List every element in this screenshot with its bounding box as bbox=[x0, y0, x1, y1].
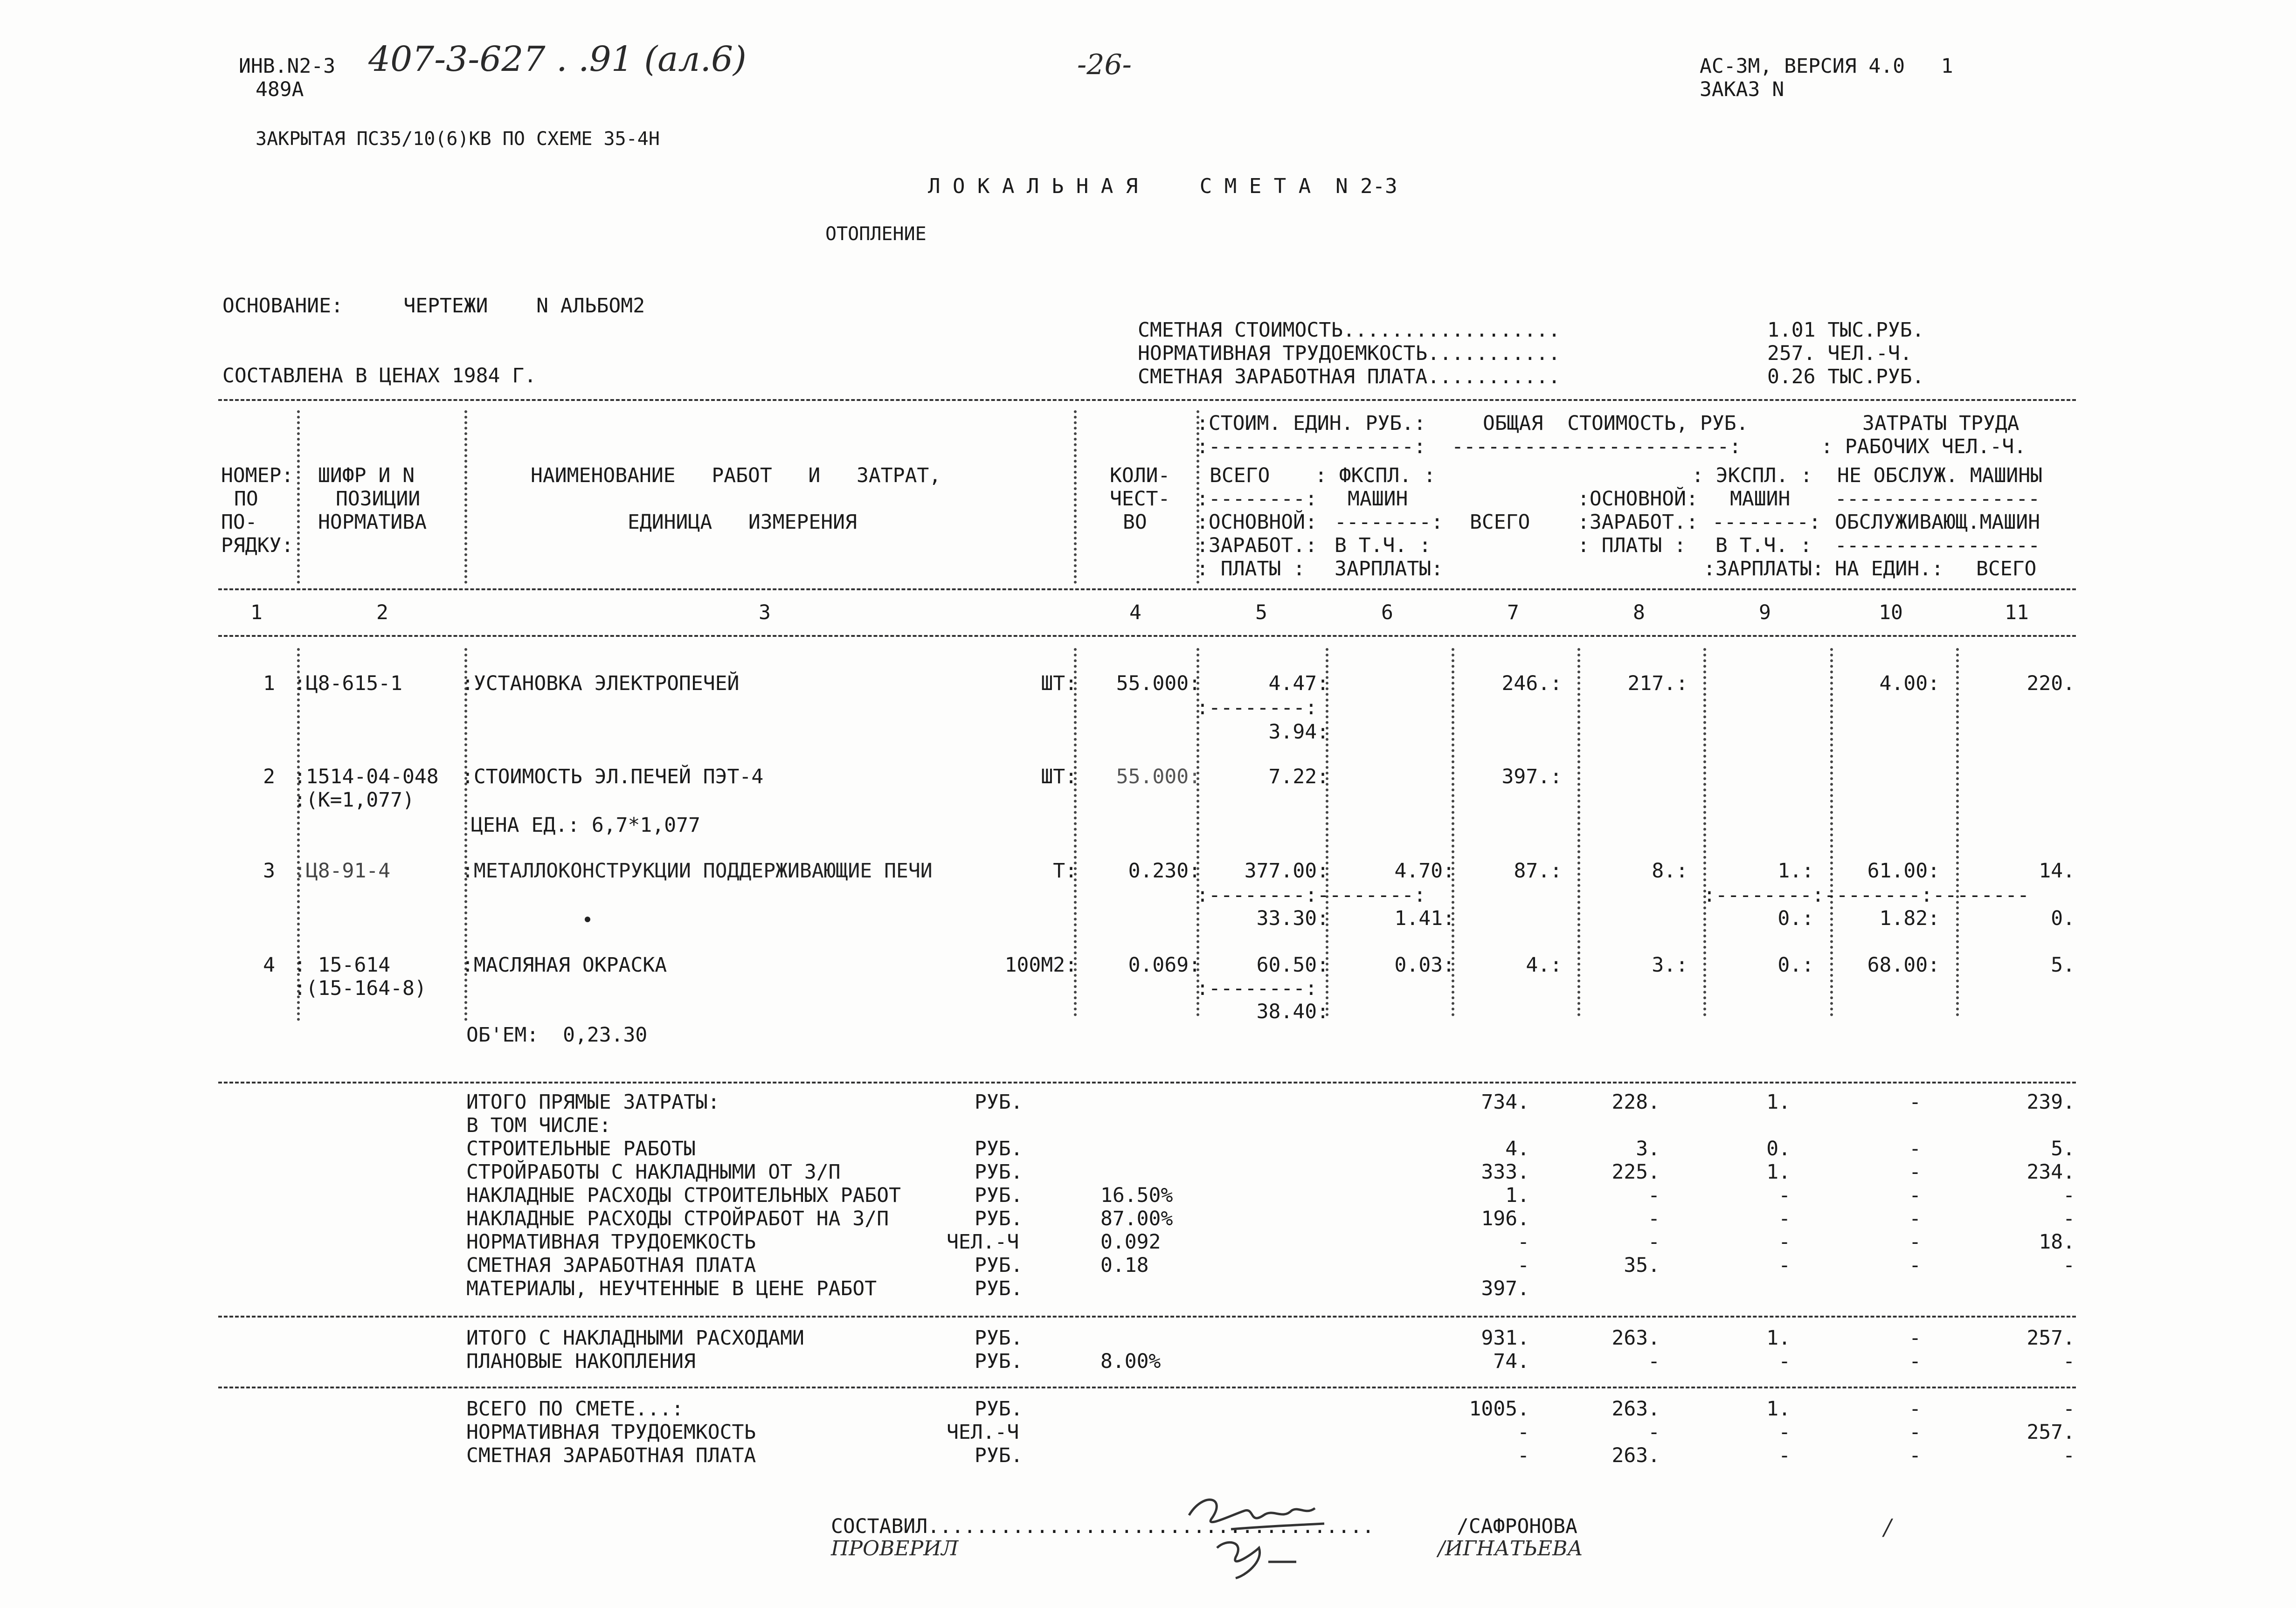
inventory-sub: 489A bbox=[256, 78, 304, 101]
total-unit: ЧЕЛ.-Ч bbox=[947, 1230, 1019, 1254]
header-cell: ВСЕГО bbox=[1470, 511, 1530, 534]
total-sum: 333. bbox=[1481, 1160, 1529, 1184]
row-unit-wage: 3.94: bbox=[1268, 720, 1329, 744]
row-mach-cost: 4.70: bbox=[1394, 859, 1455, 883]
summary-value: 0.26 ТЫС.РУБ. bbox=[1767, 365, 1924, 388]
total-labor-unit: - bbox=[1909, 1137, 1921, 1160]
row-unit-cost: 377.00: bbox=[1244, 859, 1329, 883]
table-rule-totals1 bbox=[218, 1082, 2076, 1084]
header-cell: НОРМАТИВА bbox=[318, 511, 427, 534]
total-unit: РУБ. bbox=[975, 1397, 1023, 1421]
header-cell: НОМЕР: bbox=[221, 464, 294, 487]
row-mach-cost: 0.03: bbox=[1394, 953, 1455, 977]
header-cell: НА ЕДИН.: bbox=[1835, 557, 1943, 580]
header-cell: НАИМЕНОВАНИЕ РАБОТ И ЗАТРАТ, bbox=[531, 464, 941, 487]
table-rule-totals2 bbox=[218, 1316, 2076, 1318]
total-labor-unit: - bbox=[1909, 1326, 1921, 1350]
total-wage: 263. bbox=[1611, 1397, 1660, 1421]
row-labor-unit2: 1.82: bbox=[1879, 907, 1940, 930]
total-wage: 263. bbox=[1611, 1444, 1660, 1467]
total-wage: - bbox=[1648, 1184, 1660, 1207]
total-unit: РУБ. bbox=[975, 1137, 1023, 1160]
col-sep bbox=[464, 410, 467, 584]
col-number: 7 bbox=[1507, 601, 1519, 624]
total-wage: 3. bbox=[1636, 1137, 1660, 1160]
total-label: СМЕТНАЯ ЗАРАБОТНАЯ ПЛАТА bbox=[466, 1444, 756, 1467]
row-number: 1 bbox=[263, 672, 275, 695]
row-dash: :--------:--------: bbox=[1196, 883, 1426, 907]
row-dash: :--------: bbox=[1196, 696, 1317, 719]
row-labor-total: 220. bbox=[2026, 672, 2075, 695]
header-cell: :ЗАРПЛАТЫ: bbox=[1703, 557, 1824, 580]
row-mach-wage2: 0.: bbox=[1777, 907, 1814, 930]
table-rule-totals3 bbox=[218, 1387, 2076, 1388]
header-cell: --------: bbox=[1335, 511, 1443, 534]
header-cell: ЧЕСТ- bbox=[1110, 487, 1170, 511]
header-cell: : РАБОЧИХ ЧЕЛ.-Ч. bbox=[1821, 435, 2026, 458]
summary-label: СМЕТНАЯ ЗАРАБОТНАЯ ПЛАТА........... bbox=[1138, 365, 1561, 388]
total-unit: РУБ. bbox=[975, 1184, 1023, 1207]
total-label: ВСЕГО ПО СМЕТЕ...: bbox=[466, 1397, 684, 1421]
compiled-by-label: СОСТАВИЛ..................................... bbox=[831, 1515, 1374, 1538]
total-label: НАКЛАДНЫЕ РАСХОДЫ СТРОЙРАБОТ НА З/П bbox=[466, 1207, 889, 1230]
total-mach: - bbox=[1778, 1230, 1791, 1254]
row-name: :УСТАНОВКА ЭЛЕКТРОПЕЧЕЙ bbox=[462, 672, 740, 695]
total-wage: 35. bbox=[1624, 1254, 1660, 1277]
total-label: НОРМАТИВНАЯ ТРУДОЕМКОСТЬ bbox=[466, 1421, 756, 1444]
header-cell: :ЗАРАБОТ.: bbox=[1196, 534, 1317, 557]
total-labor-unit: - bbox=[1909, 1207, 1921, 1230]
col-sep bbox=[1577, 648, 1580, 1016]
total-percent: 8.00% bbox=[1100, 1350, 1161, 1373]
total-sum: 734. bbox=[1481, 1090, 1529, 1114]
total-label: ИТОГО ПРЯМЫЕ ЗАТРАТЫ: bbox=[466, 1090, 720, 1114]
row-code-coef: :(К=1,077) bbox=[294, 788, 415, 812]
col-sep bbox=[1956, 648, 1959, 1016]
col-sep bbox=[1074, 410, 1077, 584]
row-labor-unit: 61.00: bbox=[1867, 859, 1940, 883]
header-cell: :-----------------: bbox=[1196, 435, 1426, 458]
total-percent: 87.00% bbox=[1100, 1207, 1173, 1230]
header-cell: ПО- bbox=[221, 511, 257, 534]
total-label: МАТЕРИАЛЫ, НЕУЧТЕННЫЕ В ЦЕНЕ РАБОТ bbox=[466, 1277, 877, 1300]
total-sum: 4. bbox=[1505, 1137, 1529, 1160]
total-mach: 1. bbox=[1766, 1160, 1791, 1184]
total-sum: - bbox=[1517, 1254, 1529, 1277]
header-cell: :--------: bbox=[1196, 487, 1317, 511]
total-label: ИТОГО С НАКЛАДНЫМИ РАСХОДАМИ bbox=[466, 1326, 804, 1350]
header-cell: ЕДИНИЦА ИЗМЕРЕНИЯ bbox=[628, 511, 857, 534]
object-name: ЗАКРЫТАЯ ПС35/10(6)КВ ПО СХЕМЕ 35-4Н bbox=[256, 128, 660, 150]
total-wage: - bbox=[1648, 1421, 1660, 1444]
row-mach-wage: 1.41: bbox=[1394, 907, 1455, 930]
row-unit-cost: 7.22: bbox=[1268, 765, 1329, 788]
header-cell: : ПЛАТЫ : bbox=[1577, 534, 1686, 557]
row-number: 2 bbox=[263, 765, 275, 788]
row-qty: 55.000: bbox=[1116, 672, 1201, 695]
total-mach: 1. bbox=[1766, 1090, 1791, 1114]
row-unit-cost: 4.47: bbox=[1268, 672, 1329, 695]
row-total: 246.: bbox=[1501, 672, 1562, 695]
total-labor-unit: - bbox=[1909, 1350, 1921, 1373]
table-rule-colnums bbox=[218, 635, 2076, 637]
row-dash: :--------: bbox=[1196, 977, 1317, 1000]
total-percent: 0.092 bbox=[1100, 1230, 1161, 1254]
total-labor-total: 257. bbox=[2026, 1421, 2075, 1444]
header-cell: -----------------------: bbox=[1452, 435, 1742, 458]
total-wage: - bbox=[1648, 1350, 1660, 1373]
document-subtitle: ОТОПЛЕНИЕ bbox=[825, 223, 927, 245]
header-cell: :ЗАРАБОТ.: bbox=[1577, 511, 1698, 534]
total-sum: 397. bbox=[1481, 1277, 1529, 1300]
total-wage: 263. bbox=[1611, 1326, 1660, 1350]
row-labor-unit: 68.00: bbox=[1867, 953, 1940, 977]
total-mach: - bbox=[1778, 1350, 1791, 1373]
total-wage: - bbox=[1648, 1207, 1660, 1230]
compiled-by-name: /САФРОНОВА bbox=[1457, 1515, 1577, 1538]
total-labor-total: 18. bbox=[2039, 1230, 2075, 1254]
header-cell: ПОЗИЦИИ bbox=[336, 487, 421, 511]
total-label: НАКЛАДНЫЕ РАСХОДЫ СТРОИТЕЛЬНЫХ РАБОТ bbox=[466, 1184, 901, 1207]
total-wage: 225. bbox=[1611, 1160, 1660, 1184]
header-cell: ВСЕГО bbox=[1976, 557, 2037, 580]
header-cell: ВСЕГО bbox=[1210, 464, 1270, 487]
row-code: :Ц8-615-1 bbox=[294, 672, 402, 695]
total-labor-total: - bbox=[2063, 1444, 2075, 1467]
header-cell: РЯДКУ: bbox=[221, 534, 294, 557]
header-cell: МАШИН bbox=[1348, 487, 1408, 511]
total-unit: РУБ. bbox=[975, 1090, 1023, 1114]
header-cell: В Т.Ч. : bbox=[1703, 534, 1812, 557]
row-unit-wage: 38.40: bbox=[1256, 1000, 1329, 1023]
header-cell: НЕ ОБСЛУЖ. МАШИНЫ bbox=[1837, 464, 2043, 487]
col-number: 3 bbox=[759, 601, 771, 624]
total-labor-total: - bbox=[2063, 1350, 2075, 1373]
header-cell: МАШИН bbox=[1730, 487, 1791, 511]
row-unit-wage: 33.30: bbox=[1256, 907, 1329, 930]
header-cell: ЗАРПЛАТЫ: bbox=[1335, 557, 1443, 580]
program-version: АС-ЗМ, ВЕРСИЯ 4.0 1 bbox=[1700, 55, 1953, 78]
total-labor-unit: - bbox=[1909, 1230, 1921, 1254]
row-labor-total: 5. bbox=[2051, 953, 2075, 977]
total-labor-unit: - bbox=[1909, 1090, 1921, 1114]
total-label: В ТОМ ЧИСЛЕ: bbox=[466, 1114, 611, 1137]
header-cell: ШИФР И N bbox=[318, 464, 415, 487]
total-labor-total: 5. bbox=[2051, 1137, 2075, 1160]
row-mach: 1.: bbox=[1777, 859, 1814, 883]
total-labor-total: 234. bbox=[2026, 1160, 2075, 1184]
total-sum: - bbox=[1517, 1421, 1529, 1444]
row-name: :МЕТАЛЛОКОНСТРУКЦИИ ПОДДЕРЖИВАЮЩИЕ ПЕЧИ bbox=[462, 859, 933, 883]
header-cell: ОБСЛУЖИВАЮЩ.МАШИН bbox=[1835, 511, 2040, 534]
total-labor-total: 257. bbox=[2026, 1326, 2075, 1350]
row-unit: ШТ: bbox=[1041, 672, 1077, 695]
total-sum: 1005. bbox=[1469, 1397, 1529, 1421]
row-qty: 55.000: bbox=[1116, 765, 1201, 788]
total-mach: - bbox=[1778, 1444, 1791, 1467]
row-qty: 0.230: bbox=[1128, 859, 1201, 883]
row-name: :МАСЛЯНАЯ ОКРАСКА bbox=[462, 953, 667, 977]
header-cell: ПО bbox=[234, 487, 258, 511]
row-number: 4 bbox=[263, 953, 275, 977]
row-labor-total2: 0. bbox=[2051, 907, 2075, 930]
header-cell: ОБЩАЯ СТОИМОСТЬ, РУБ. bbox=[1483, 412, 1749, 435]
total-mach: - bbox=[1778, 1207, 1791, 1230]
total-mach: 1. bbox=[1766, 1397, 1791, 1421]
row-unit: ШТ: bbox=[1041, 765, 1077, 788]
col-number: 2 bbox=[376, 601, 388, 624]
page-number: -26- bbox=[1077, 48, 1132, 81]
total-mach: - bbox=[1778, 1254, 1791, 1277]
row-total: 4.: bbox=[1526, 953, 1562, 977]
row-number: 3 bbox=[263, 859, 275, 883]
header-cell: В Т.Ч. : bbox=[1335, 534, 1432, 557]
total-sum: 196. bbox=[1481, 1207, 1529, 1230]
total-labor-total: - bbox=[2063, 1207, 2075, 1230]
inventory-label: ИНВ.N2-3 bbox=[239, 55, 336, 78]
total-percent: 0.18 bbox=[1100, 1254, 1149, 1277]
checked-by-name: /ИГНАТЬЕВА bbox=[1438, 1537, 1583, 1560]
row-total: 87.: bbox=[1514, 859, 1562, 883]
total-sum: 1. bbox=[1505, 1184, 1529, 1207]
col-number: 5 bbox=[1255, 601, 1267, 624]
total-sum: - bbox=[1517, 1230, 1529, 1254]
col-number: 6 bbox=[1381, 601, 1393, 624]
col-sep bbox=[1830, 648, 1833, 1016]
total-mach: - bbox=[1778, 1421, 1791, 1444]
total-sum: - bbox=[1517, 1444, 1529, 1467]
table-rule-top bbox=[218, 399, 2076, 401]
row-code-ref: :(15-164-8) bbox=[294, 977, 427, 1000]
header-cell: :СТОИМ. ЕДИН. РУБ.: bbox=[1196, 412, 1426, 435]
total-unit: РУБ. bbox=[975, 1277, 1023, 1300]
row-wage: 217.: bbox=[1627, 672, 1688, 695]
document-title: Л О К А Л Ь Н А Я С М Е Т А N 2-3 bbox=[928, 174, 1397, 198]
total-unit: РУБ. bbox=[975, 1254, 1023, 1277]
header-cell: ВО bbox=[1123, 511, 1147, 534]
header-cell: ЗАТРАТЫ ТРУДА bbox=[1862, 412, 2019, 435]
ink-dot bbox=[585, 917, 590, 922]
header-cell: КОЛИ- bbox=[1110, 464, 1170, 487]
total-sum: 74. bbox=[1493, 1350, 1529, 1373]
total-unit: ЧЕЛ.-Ч bbox=[947, 1421, 1019, 1444]
row-name: :СТОИМОСТЬ ЭЛ.ПЕЧЕЙ ПЭТ-4 bbox=[462, 765, 764, 788]
row-code: :1514-04-048 bbox=[294, 765, 439, 788]
header-cell: ----------------- bbox=[1835, 487, 2040, 511]
row-note: ОБ'ЕМ: 0,23.30 bbox=[466, 1023, 648, 1047]
total-labor-unit: - bbox=[1909, 1444, 1921, 1467]
total-labor-total: - bbox=[2063, 1184, 2075, 1207]
total-mach: - bbox=[1778, 1184, 1791, 1207]
row-unit-cost: 60.50: bbox=[1256, 953, 1329, 977]
total-label: СТРОЙРАБОТЫ С НАКЛАДНЫМИ ОТ З/П bbox=[466, 1160, 841, 1184]
col-number: 10 bbox=[1879, 601, 1903, 624]
inventory-handwritten: 407-3-627 . .91 (ал.6) bbox=[368, 39, 747, 79]
total-labor-total: - bbox=[2063, 1254, 2075, 1277]
total-labor-unit: - bbox=[1909, 1397, 1921, 1421]
total-unit: РУБ. bbox=[975, 1326, 1023, 1350]
total-wage: 228. bbox=[1611, 1090, 1660, 1114]
col-sep bbox=[297, 410, 300, 584]
total-unit: РУБ. bbox=[975, 1350, 1023, 1373]
summary-value: 257. ЧЕЛ.-Ч. bbox=[1767, 342, 1912, 365]
header-cell: :ОСНОВНОЙ: bbox=[1196, 511, 1317, 534]
total-wage: - bbox=[1648, 1230, 1660, 1254]
total-label: СТРОИТЕЛЬНЫЕ РАБОТЫ bbox=[466, 1137, 696, 1160]
col-sep bbox=[1703, 648, 1706, 1016]
total-mach: 1. bbox=[1766, 1326, 1791, 1350]
total-percent: 16.50% bbox=[1100, 1184, 1173, 1207]
row-dash: :--------:--------:-------- bbox=[1703, 883, 2029, 907]
total-labor-unit: - bbox=[1909, 1160, 1921, 1184]
total-labor-total: - bbox=[2063, 1397, 2075, 1421]
row-labor-total: 14. bbox=[2039, 859, 2075, 883]
row-unit: Т: bbox=[1053, 859, 1077, 883]
total-unit: РУБ. bbox=[975, 1207, 1023, 1230]
summary-label: СМЕТНАЯ СТОИМОСТЬ.................. bbox=[1138, 318, 1561, 342]
row-unit: 100М2: bbox=[1004, 953, 1077, 977]
col-number: 1 bbox=[250, 601, 263, 624]
total-label: СМЕТНАЯ ЗАРАБОТНАЯ ПЛАТА bbox=[466, 1254, 756, 1277]
price-base: СОСТАВЛЕНА В ЦЕНАХ 1984 Г. bbox=[222, 364, 537, 387]
total-sum: 931. bbox=[1481, 1326, 1529, 1350]
header-cell: :ОСНОВНОЙ: bbox=[1577, 487, 1698, 511]
order-number: ЗАКАЗ N bbox=[1700, 78, 1784, 101]
total-label: ПЛАНОВЫЕ НАКОПЛЕНИЯ bbox=[466, 1350, 696, 1373]
total-labor-unit: - bbox=[1909, 1421, 1921, 1444]
header-cell: : ЭКСПЛ. : bbox=[1692, 464, 1812, 487]
header-cell: --------: bbox=[1712, 511, 1821, 534]
row-wage: 3.: bbox=[1652, 953, 1688, 977]
total-mach: 0. bbox=[1766, 1137, 1791, 1160]
total-unit: РУБ. bbox=[975, 1160, 1023, 1184]
total-label: НОРМАТИВНАЯ ТРУДОЕМКОСТЬ bbox=[466, 1230, 756, 1254]
signature-compiled-icon bbox=[1175, 1483, 1371, 1580]
row-wage: 8.: bbox=[1652, 859, 1688, 883]
checked-by-label: ПРОВЕРИЛ bbox=[831, 1537, 959, 1560]
col-number: 9 bbox=[1759, 601, 1771, 624]
total-unit: РУБ. bbox=[975, 1444, 1023, 1467]
header-cell: ----------------- bbox=[1835, 534, 2040, 557]
header-cell: : ПЛАТЫ : bbox=[1196, 557, 1305, 580]
table-rule-header bbox=[218, 588, 2076, 590]
row-code: :Ц8-91-4 bbox=[294, 859, 391, 883]
total-labor-unit: - bbox=[1909, 1254, 1921, 1277]
summary-label: НОРМАТИВНАЯ ТРУДОЕМКОСТЬ........... bbox=[1138, 342, 1561, 365]
row-note: ЦЕНА ЕД.: 6,7*1,077 bbox=[471, 814, 700, 837]
row-labor-unit: 4.00: bbox=[1879, 672, 1940, 695]
row-mach: 0.: bbox=[1777, 953, 1814, 977]
col-number: 11 bbox=[2005, 601, 2029, 624]
footer-slash: / bbox=[1884, 1514, 1892, 1540]
row-qty: 0.069: bbox=[1128, 953, 1201, 977]
total-labor-total: 239. bbox=[2026, 1090, 2075, 1114]
header-cell: : ФКСПЛ. : bbox=[1315, 464, 1436, 487]
row-total: 397.: bbox=[1501, 765, 1562, 788]
basis-line: ОСНОВАНИЕ: ЧЕРТЕЖИ N АЛЬБОМ2 bbox=[222, 294, 645, 317]
col-number: 4 bbox=[1129, 601, 1141, 624]
row-code: : 15-614 bbox=[294, 953, 391, 977]
summary-value: 1.01 ТЫС.РУБ. bbox=[1767, 318, 1924, 342]
total-labor-unit: - bbox=[1909, 1184, 1921, 1207]
col-number: 8 bbox=[1633, 601, 1645, 624]
